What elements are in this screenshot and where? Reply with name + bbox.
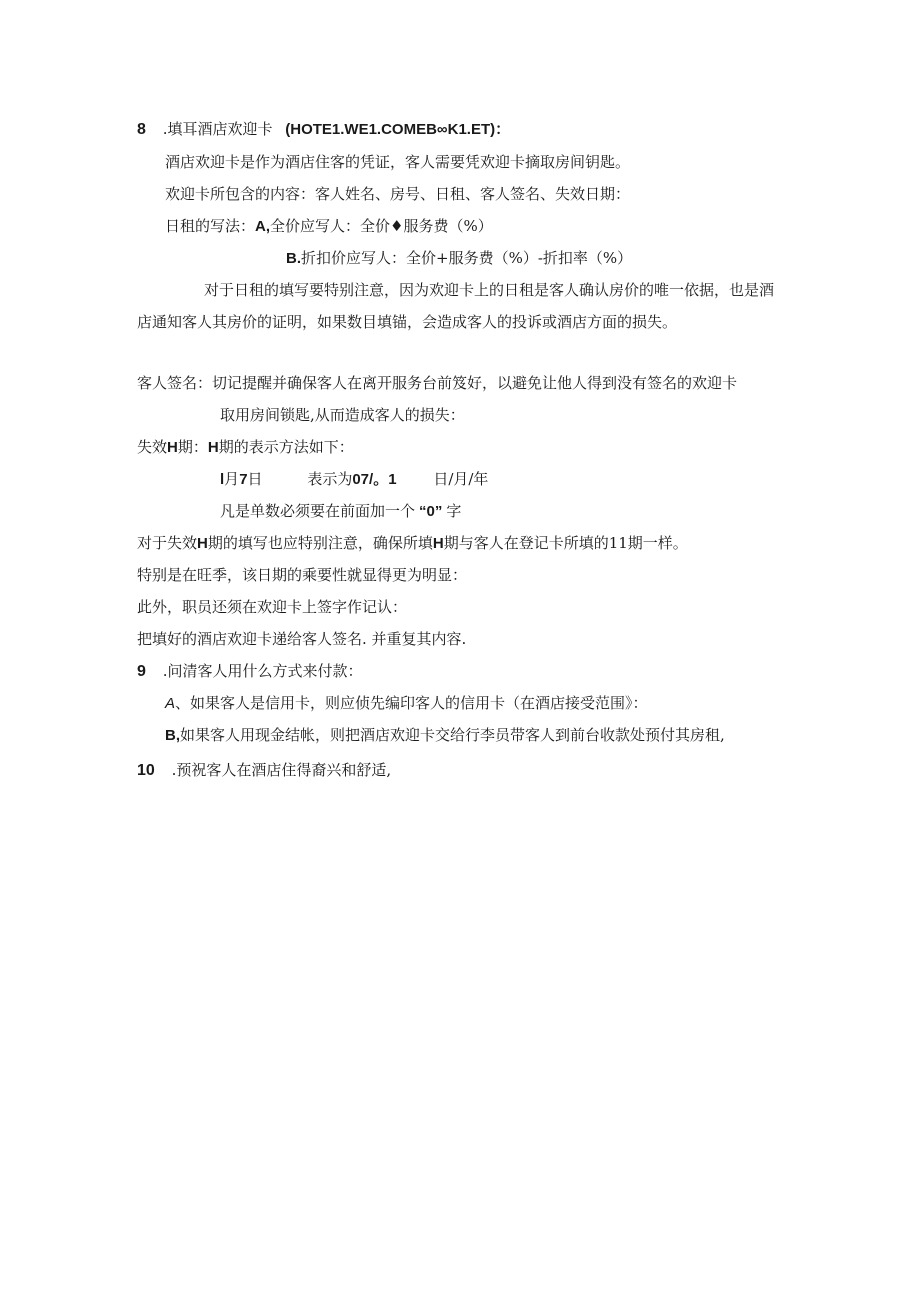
example-day-label: 日 xyxy=(247,470,263,488)
section-9-number: 9 xyxy=(137,663,146,680)
section-9-title: .问清客人用什么方式来付款： xyxy=(162,662,363,680)
zero-note-c: 字 xyxy=(446,502,462,520)
section-9-heading xyxy=(137,661,362,682)
expiry-note-1-a: 对于失效 xyxy=(137,534,198,552)
expiry-label-a: 失效 xyxy=(137,438,168,456)
rate-format-a xyxy=(165,216,493,237)
section-8-title-en: (HOTE1.WE1.COMEB∞K1.ET)： xyxy=(285,121,511,138)
section-10-number: 10 xyxy=(137,762,155,779)
expiry-label-b: 期： xyxy=(177,438,208,456)
expiry-label-h2: H xyxy=(207,439,219,456)
section-10-heading xyxy=(137,760,391,781)
zero-padding-note xyxy=(220,501,461,522)
expiry-note-4: 把填好的酒店欢迎卡递给客人签名. 并重复其内容. xyxy=(137,630,467,648)
rate-b-marker: B. xyxy=(286,250,301,267)
expiry-label-c: 期的表示方法如下： xyxy=(218,438,354,456)
rate-a-text: 全价应写人：全价♦服务费（%） xyxy=(270,217,493,235)
payment-credit-card xyxy=(165,693,648,714)
rate-format-b xyxy=(286,248,632,269)
paragraph-card-purpose: 酒店欢迎卡是作为酒店住客的凭证，客人需要凭欢迎卡摘取房间钥匙。 xyxy=(165,153,631,171)
expiry-note-2: 特别是在旺季，该日期的乘要性就显得更为明显： xyxy=(137,566,468,584)
paragraph-rate-note-2: 店通知客人其房价的证明，如果数目填锚，会造成客人的投诉或酒店方面的损失。 xyxy=(137,313,678,331)
example-date-order: 日/月/年 xyxy=(433,470,489,488)
example-day-digit: 7 xyxy=(239,471,248,488)
example-means: 表示为 xyxy=(307,470,353,488)
expiry-note-3: 此外，职员还须在欢迎卡上签字作记认： xyxy=(137,598,408,616)
zero-note-zero: “0” xyxy=(419,503,443,520)
payment-a-text: 、如果客人是信用卡，则应侦先编印客人的信用卡（在酒店接受范围》： xyxy=(175,694,648,712)
section-8-title: .填耳酒店欢迎卡 xyxy=(162,120,273,138)
signature-note-2: 取用房间锁匙,从而造成客人的损失： xyxy=(220,406,465,424)
section-10-title: .预祝客人在酒店住得裔兴和舒适, xyxy=(171,761,392,779)
expiry-heading xyxy=(137,437,354,458)
expiry-note-1-c: 期与客人在登记卡所填的11期一样。 xyxy=(443,534,688,552)
section-8-number: 8 xyxy=(137,121,146,138)
payment-b-marker: B, xyxy=(165,727,180,744)
expiry-example xyxy=(220,469,488,490)
paragraph-card-contents: 欢迎卡所包含的内容：客人姓名、房号、日租、客人签名、失效日期： xyxy=(165,185,631,203)
rate-a-marker: A, xyxy=(255,218,271,235)
signature-note-1: 客人签名：切记提醒并确保客人在离开服务台前笈好，以避免让他人得到没有签名的欢迎卡 xyxy=(137,374,738,392)
example-format: 07/。1 xyxy=(352,471,397,488)
expiry-note-1 xyxy=(137,533,688,554)
expiry-note-1-h2: H xyxy=(432,535,444,552)
payment-a-marker: A xyxy=(165,695,176,712)
rate-label: 日租的写法： xyxy=(165,217,256,235)
paragraph-rate-note-1: 对于日租的填写要特别注意，因为欢迎卡上的日租是客人确认房价的唯一依据，也是酒 xyxy=(204,281,775,299)
expiry-note-1-b: 期的填写也应特别注意，确保所填 xyxy=(207,534,433,552)
expiry-label-h1: H xyxy=(167,439,178,456)
expiry-note-1-h1: H xyxy=(197,535,208,552)
example-month-digit: l xyxy=(220,471,225,488)
rate-b-text: 折扣价应写人：全价+服务费（%）-折扣率（%） xyxy=(301,249,633,267)
payment-b-text: 如果客人用现金结帐，则把酒店欢迎卡交给行李员带客人到前台收款处预付其房租, xyxy=(180,726,725,744)
example-month-label: 月 xyxy=(224,470,240,488)
payment-cash xyxy=(165,725,725,746)
section-8-heading xyxy=(137,119,510,140)
zero-note-a: 凡是单数必须要在前面加一个 xyxy=(220,502,416,520)
